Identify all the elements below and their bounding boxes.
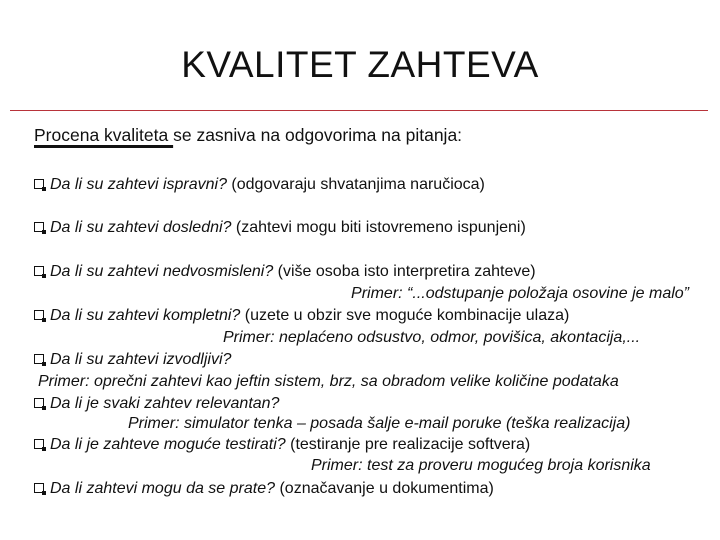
checkbox-bullet-icon xyxy=(34,483,44,493)
intro-underlined: Procena kvaliteta xyxy=(34,125,174,145)
item-example: Primer: simulator tenka – posada šalje e-mail poruke (teška realizacija) xyxy=(128,415,631,432)
item-question: Da li je svaki zahtev relevantan? xyxy=(50,395,280,412)
item-note: (više osoba isto interpretira zahteve) xyxy=(273,263,536,280)
list-item xyxy=(34,218,526,238)
list-item xyxy=(34,435,530,455)
intro-rest: se zasniva na odgovorima na pitanja: xyxy=(173,125,463,145)
list-item xyxy=(34,175,485,195)
checkbox-bullet-icon xyxy=(34,354,44,364)
item-question: Da li su zahtevi nedvosmisleni? xyxy=(50,263,274,280)
item-question: Da li su zahtevi kompletni? xyxy=(50,307,241,324)
item-example: Primer: “...odstupanje položaja osovine je malo” xyxy=(351,285,689,302)
list-item xyxy=(34,350,231,370)
item-example: Primer: test za proveru mogućeg broja korisnika xyxy=(311,457,651,474)
list-item xyxy=(34,262,536,282)
item-note: (testiranje pre realizacije softvera) xyxy=(285,436,531,453)
item-question: Da li su zahtevi dosledni? xyxy=(50,219,232,236)
page-title: KVALITET ZAHTEVA xyxy=(181,44,539,85)
list-item xyxy=(34,306,569,326)
item-question: Da li su zahtevi ispravni? xyxy=(50,176,227,193)
item-note: (odgovaraju shvatanjima naručioca) xyxy=(226,176,485,193)
checkbox-bullet-icon xyxy=(34,266,44,276)
item-question: Da li je zahteve moguće testirati? xyxy=(50,436,286,453)
item-question: Da li zahtevi mogu da se prate? xyxy=(50,480,276,497)
item-note: (zahtevi mogu biti istovremeno ispunjeni) xyxy=(231,219,526,236)
list-item xyxy=(34,394,279,414)
item-example: Primer: neplaćeno odsustvo, odmor, povišica, akontacija,... xyxy=(223,329,641,346)
item-example: Primer: oprečni zahtevi kao jeftin sistem, brz, sa obradom velike količine podataka xyxy=(38,373,619,390)
checkbox-bullet-icon xyxy=(34,179,44,189)
item-question: Da li su zahtevi izvodljivi? xyxy=(50,351,232,368)
checkbox-bullet-icon xyxy=(34,222,44,232)
checkbox-bullet-icon xyxy=(34,310,44,320)
title-divider xyxy=(10,110,708,111)
checkbox-bullet-icon xyxy=(34,398,44,408)
item-note: (označavanje u dokumentima) xyxy=(275,480,494,497)
intro-text xyxy=(34,125,462,146)
checkbox-bullet-icon xyxy=(34,439,44,449)
item-note: (uzete u obzir sve moguće kombinacije ulaza) xyxy=(240,307,570,324)
list-item xyxy=(34,479,494,499)
